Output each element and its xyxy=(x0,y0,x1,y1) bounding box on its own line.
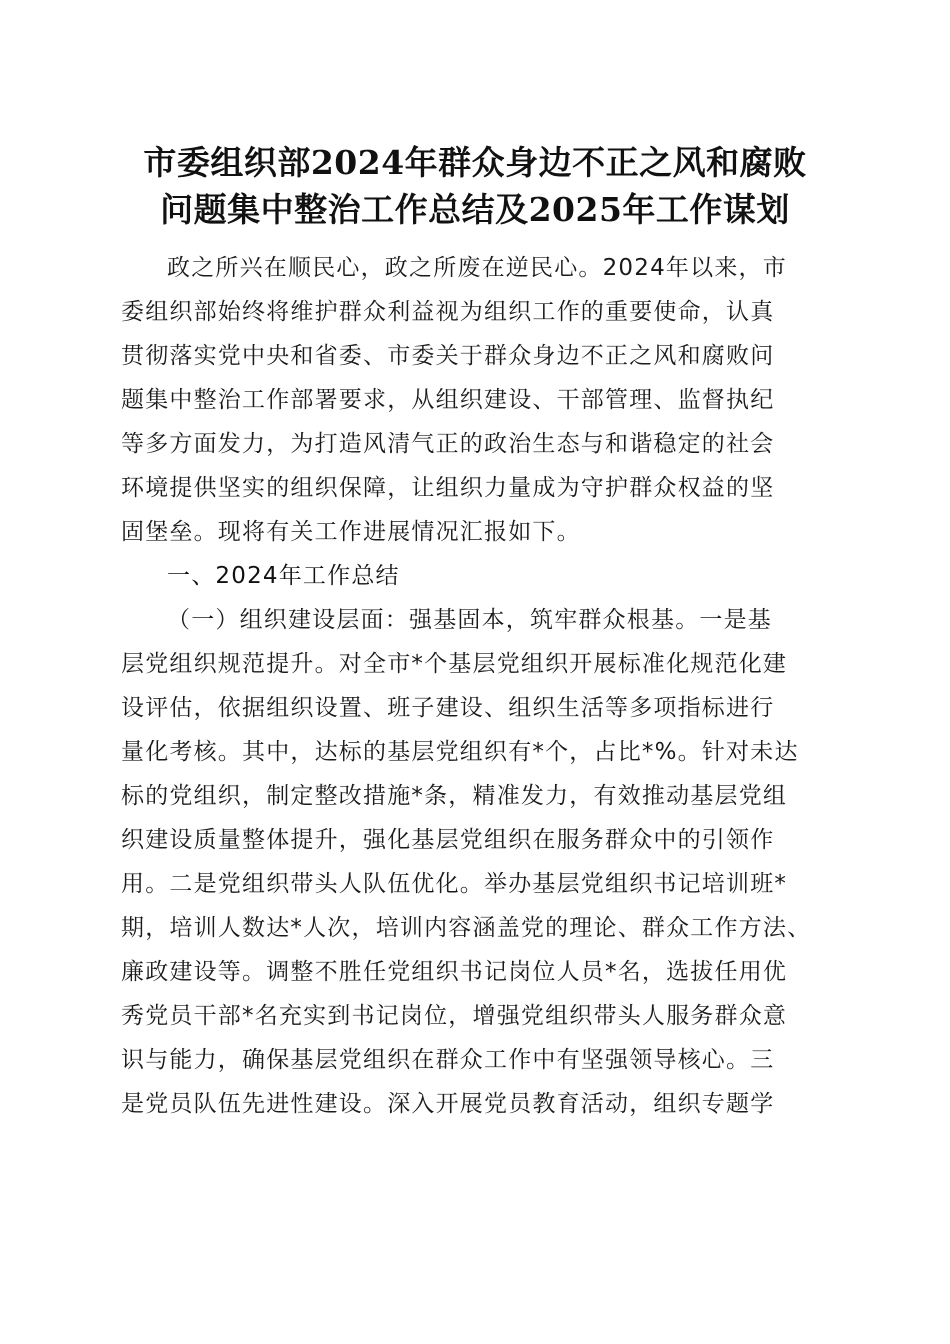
paragraph-line: 委组织部始终将维护群众利益视为组织工作的重要使命，认真 xyxy=(121,299,775,325)
paragraph-line: 量化考核。其中，达标的基层党组织有*个，占比*%。针对未达 xyxy=(121,739,799,765)
paragraph-line: 秀党员干部*名充实到书记岗位，增强党组织带头人服务群众意 xyxy=(121,1003,788,1029)
paragraph-line: 贯彻落实党中央和省委、市委关于群众身边不正之风和腐败问 xyxy=(121,343,775,369)
paragraph-line: 环境提供坚实的组织保障，让组织力量成为守护群众权益的坚 xyxy=(121,475,775,501)
paragraph-line: 织建设质量整体提升，强化基层党组织在服务群众中的引领作 xyxy=(121,827,775,853)
paragraph-line: 政之所兴在顺民心，政之所废在逆民心。2024年以来，市 xyxy=(167,255,787,281)
paragraph-line: 廉政建设等。调整不胜任党组织书记岗位人员*名，选拔任用优 xyxy=(121,959,788,985)
paragraph-line: 设评估，依据组织设置、班子建设、组织生活等多项指标进行 xyxy=(121,695,775,721)
paragraph-line: 等多方面发力，为打造风清气正的政治生态与和谐稳定的社会 xyxy=(121,431,775,457)
paragraph-line: 题集中整治工作部署要求，从组织建设、干部管理、监督执纪 xyxy=(121,387,775,413)
document-title-line-1: 市委组织部2024年群众身边不正之风和腐败 xyxy=(143,143,807,182)
paragraph-line: 是党员队伍先进性建设。深入开展党员教育活动，组织专题学 xyxy=(121,1091,775,1117)
paragraph-line: 期，培训人数达*人次，培训内容涵盖党的理论、群众工作方法、 xyxy=(121,915,812,941)
paragraph-line: 固堡垒。现将有关工作进展情况汇报如下。 xyxy=(121,519,581,545)
paragraph-line: 用。二是党组织带头人队伍优化。举办基层党组织书记培训班* xyxy=(121,871,788,897)
paragraph-line: 识与能力，确保基层党组织在群众工作中有坚强领导核心。三 xyxy=(121,1047,775,1073)
paragraph-line: 层党组织规范提升。对全市*个基层党组织开展标准化规范化建 xyxy=(121,651,788,677)
paragraph-line: （一）组织建设层面：强基固本，筑牢群众根基。一是基 xyxy=(167,607,772,633)
document-title-line-2: 问题集中整治工作总结及2025年工作谋划 xyxy=(160,190,790,229)
section-heading: 一、2024年工作总结 xyxy=(167,563,400,589)
paragraph-line: 标的党组织，制定整改措施*条，精准发力，有效推动基层党组 xyxy=(121,783,788,809)
